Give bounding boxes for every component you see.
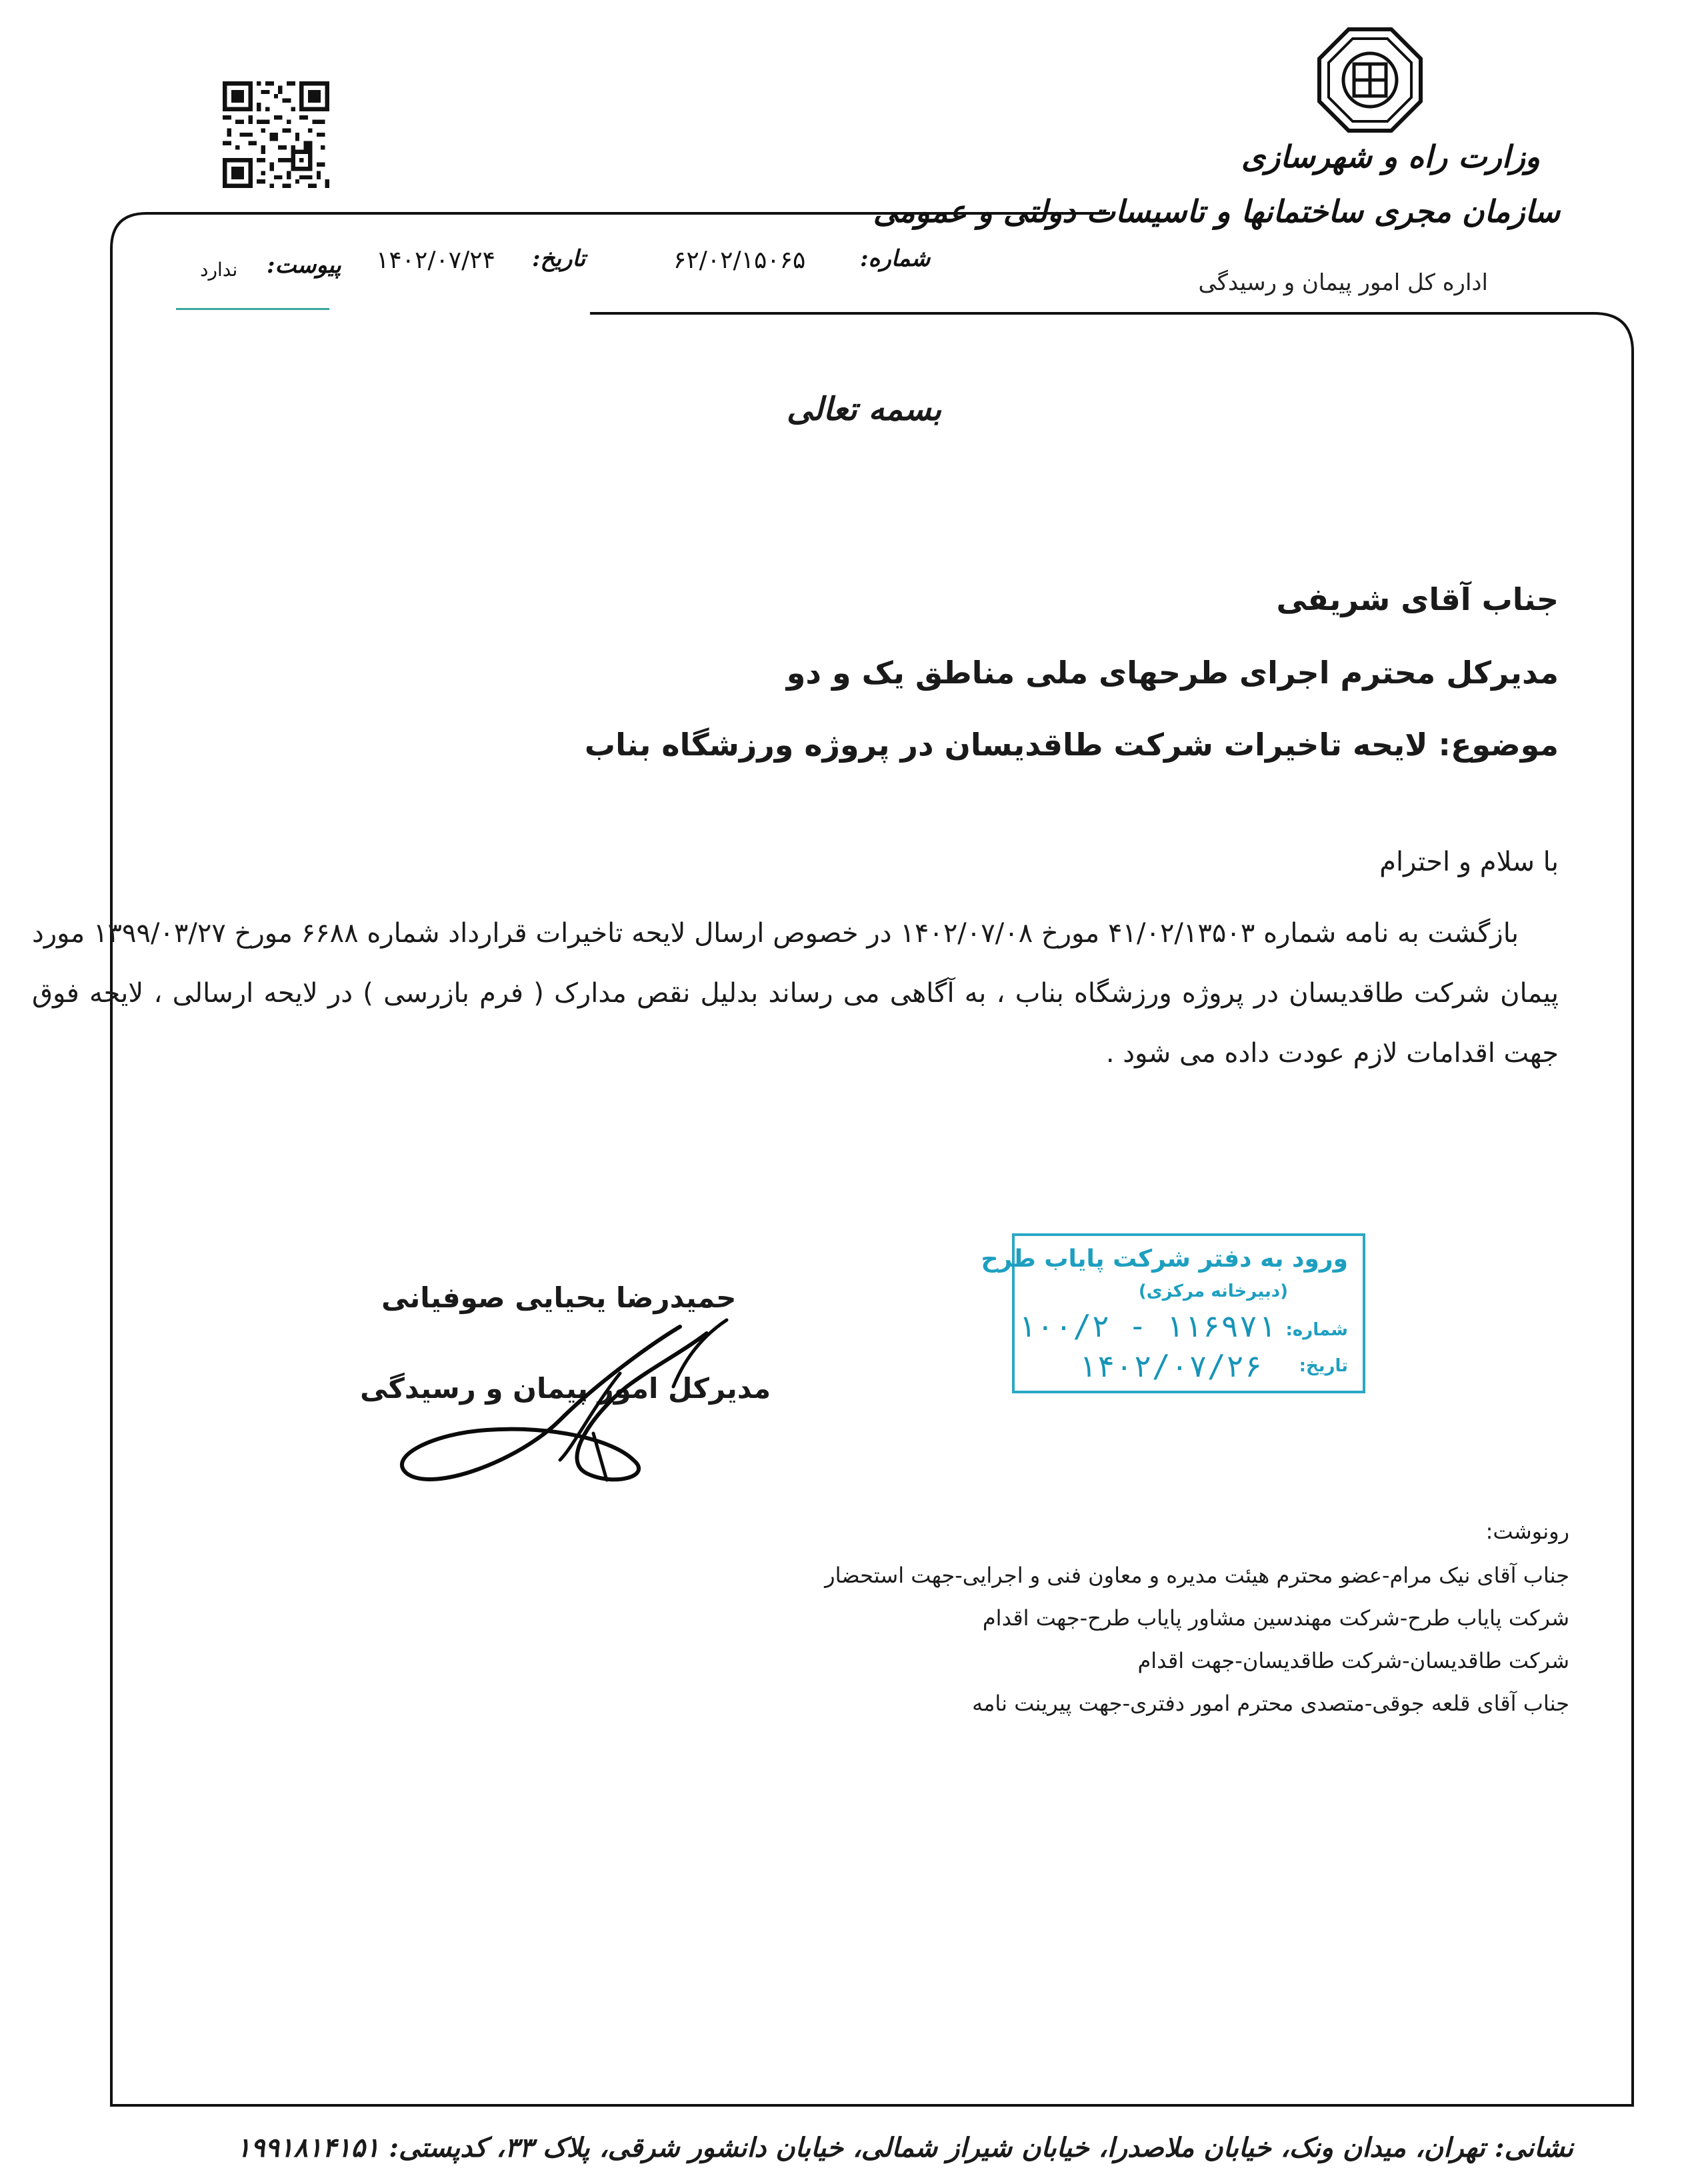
- bismillah-heading: بسمه تعالی: [787, 391, 942, 428]
- reception-stamp: [981, 1233, 1365, 1393]
- cc-item: جناب آقای قلعه جوقی-متصدی محترم امور دفتری-جهت پیرینت نامه: [972, 1691, 1569, 1716]
- stamp-subtitle: (دبیرخانه مرکزی): [1138, 1281, 1288, 1301]
- stamp-date-label: تاریخ:: [1299, 1356, 1348, 1376]
- ministry-logo-icon: [1317, 27, 1423, 133]
- letter-date-value: ۱۴۰۲/۰۷/۲۴: [376, 247, 495, 274]
- addressee-name: جناب آقای شریفی: [1276, 581, 1559, 617]
- qr-code: [223, 81, 329, 188]
- department-name: اداره کل امور پیمان و رسیدگی: [1198, 269, 1488, 296]
- letter-date-label: تاریخ:: [532, 245, 586, 272]
- organization-name: سازمان مجری ساختمانها و تاسیسات دولتی و عمومی: [873, 193, 1560, 229]
- attachment-value: ندارد: [200, 259, 238, 281]
- letter-subject: موضوع: لایحه تاخیرات شرکت طاقدیسان در پروژه ورزشگاه بناب: [584, 727, 1559, 763]
- letter-number-label: شماره:: [860, 245, 931, 272]
- stamp-number-label: شماره:: [1285, 1320, 1348, 1340]
- stamp-title: ورود به دفتر شرکت پایاب طرح: [981, 1245, 1348, 1273]
- cc-item: جناب آقای نیک مرام-عضو محترم هیئت مدیره و معاون فنی و اجرایی-جهت استحضار: [825, 1563, 1569, 1588]
- attachment-underline: [176, 308, 329, 310]
- signatory-title: مدیرکل امور پیمان و رسیدگی: [360, 1372, 771, 1405]
- addressee-title: مدیرکل محترم اجرای طرحهای ملی مناطق یک و دو: [786, 655, 1559, 691]
- letter-number-value: ۶۲/۰۲/۱۵۰۶۵: [673, 247, 806, 274]
- ministry-name: وزارت راه و شهرسازی: [1241, 139, 1540, 175]
- stamp-number-value: ۱۱۶۹۷۱ - ۱۰۰/۲: [1017, 1308, 1276, 1344]
- cc-item: شرکت طاقدیسان-شرکت طاقدیسان-جهت اقدام: [1137, 1648, 1569, 1673]
- stamp-date-value: ۱۴۰۲/۰۷/۲۶: [1078, 1348, 1263, 1384]
- letter-frame: [110, 212, 1634, 2107]
- attachment-label: پیوست:: [267, 252, 341, 279]
- letter-body: بازگشت به نامه شماره ۴۱/۰۲/۱۳۵۰۳ مورخ ۱۴۰۲/۰۷/۰۸ در خصوص ارسال لایحه تاخیرات قرارداد شماره ۶۶۸۸ مورخ ۱۳۹۹/۰۳/۲۷ مورد پیمان شرکت طاقدیسان در پروژه ورزشگاه بناب ، به آگاهی می رساند بدلیل نقص مدارک ( فرم بازرسی ) در لایحه ارسالی ، لایحه فوق جهت اقدامات لازم عودت داده می شود .: [32, 918, 1559, 1069]
- cc-item: شرکت پایاب طرح-شرکت مهندسین مشاور پایاب طرح-جهت اقدام: [982, 1605, 1569, 1631]
- handwritten-signature: [393, 1307, 733, 1500]
- signatory-name: حمیدرضا یحیایی صوفیانی: [381, 1281, 737, 1314]
- greeting: با سلام و احترام: [1379, 847, 1559, 877]
- cc-title: رونوشت:: [1485, 1519, 1569, 1544]
- footer-address: نشانی: تهران، میدان ونک، خیابان ملاصدرا، خیابان شیراز شمالی، خیابان دانشور شرقی، پلاک ۳۳، کدپستی: ۱۹۹۱۸۱۴۱۵۱: [236, 2132, 1573, 2163]
